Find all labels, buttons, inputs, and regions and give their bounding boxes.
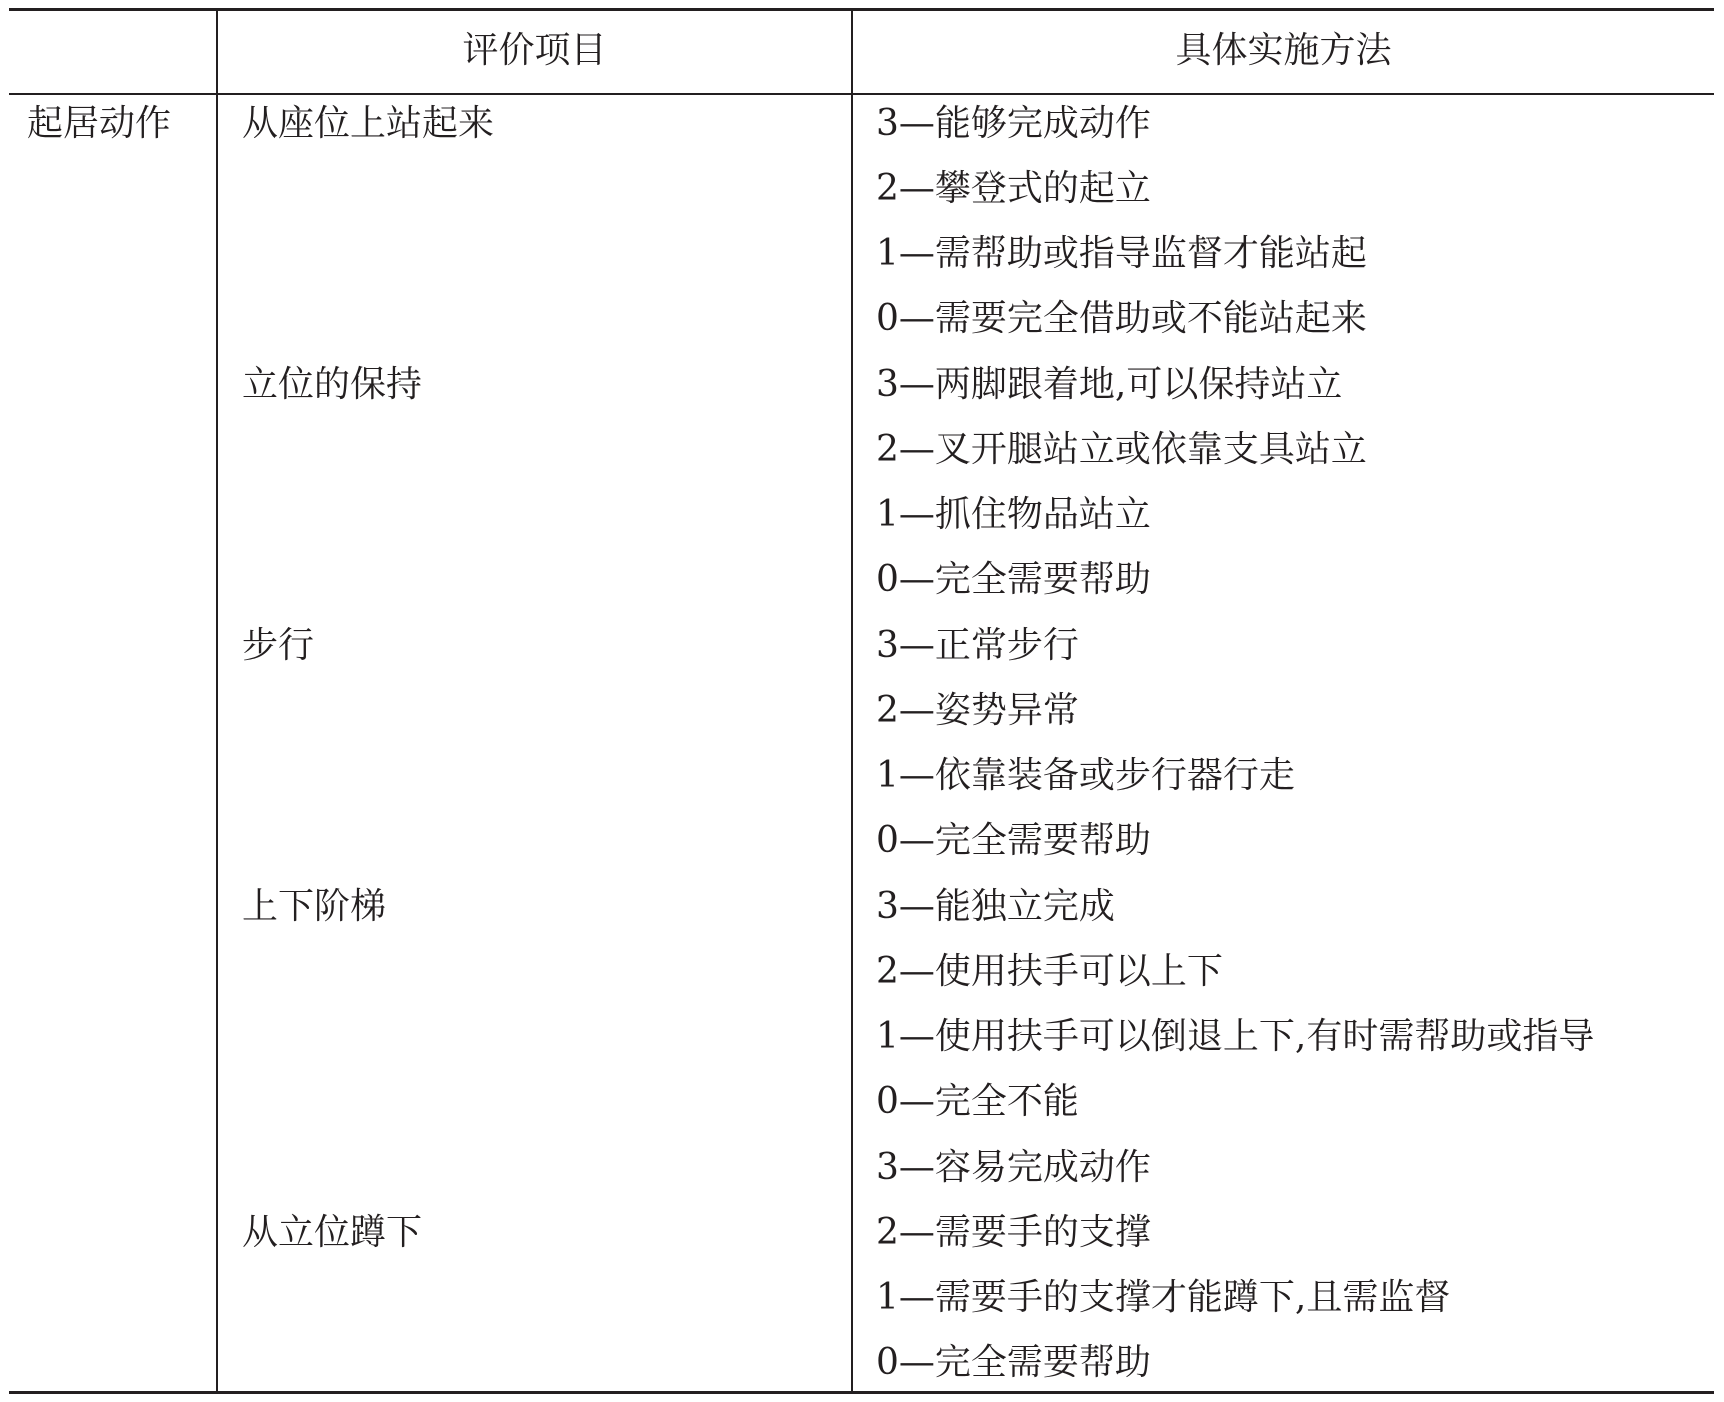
method-line: 0—完全需要帮助 [876,1342,1151,1383]
method-line: 1—需要手的支撑才能蹲下,且需监督 [876,1277,1451,1318]
method-line: 3—能独立完成 [876,886,1115,927]
method-line: 2—姿势异常 [876,690,1079,731]
method-line: 0—完全需要帮助 [876,559,1151,600]
column-divider-1 [216,11,218,1391]
method-line: 0—需要完全借助或不能站起来 [876,298,1367,339]
item-name: 立位的保持 [242,364,423,405]
category-label: 起居动作 [27,103,172,144]
method-line: 2—需要手的支撑 [876,1212,1151,1253]
item-name: 从座位上站起来 [242,103,495,144]
method-line: 0—完全需要帮助 [876,820,1151,861]
item-name: 步行 [242,625,315,666]
method-line: 3—正常步行 [876,625,1079,666]
method-line: 2—使用扶手可以上下 [876,951,1223,992]
method-line: 3—能够完成动作 [876,103,1151,144]
method-line: 1—依靠装备或步行器行走 [876,755,1295,796]
column-divider-2 [851,11,853,1391]
header-divider [9,93,1714,95]
method-line: 2—攀登式的起立 [876,168,1151,209]
item-name: 上下阶梯 [242,886,387,927]
method-line: 3—两脚跟着地,可以保持站立 [876,364,1343,405]
header-implementation-method: 具体实施方法 [1175,30,1392,71]
evaluation-table [9,8,1714,1394]
header-evaluation-item: 评价项目 [462,30,607,71]
method-line: 2—叉开腿站立或依靠支具站立 [876,429,1367,470]
item-name: 从立位蹲下 [242,1212,423,1253]
method-line: 3—容易完成动作 [876,1147,1151,1188]
method-line: 1—抓住物品站立 [876,494,1151,535]
method-line: 1—使用扶手可以倒退上下,有时需帮助或指导 [876,1016,1595,1057]
method-line: 0—完全不能 [876,1081,1079,1122]
method-line: 1—需帮助或指导监督才能站起 [876,233,1367,274]
